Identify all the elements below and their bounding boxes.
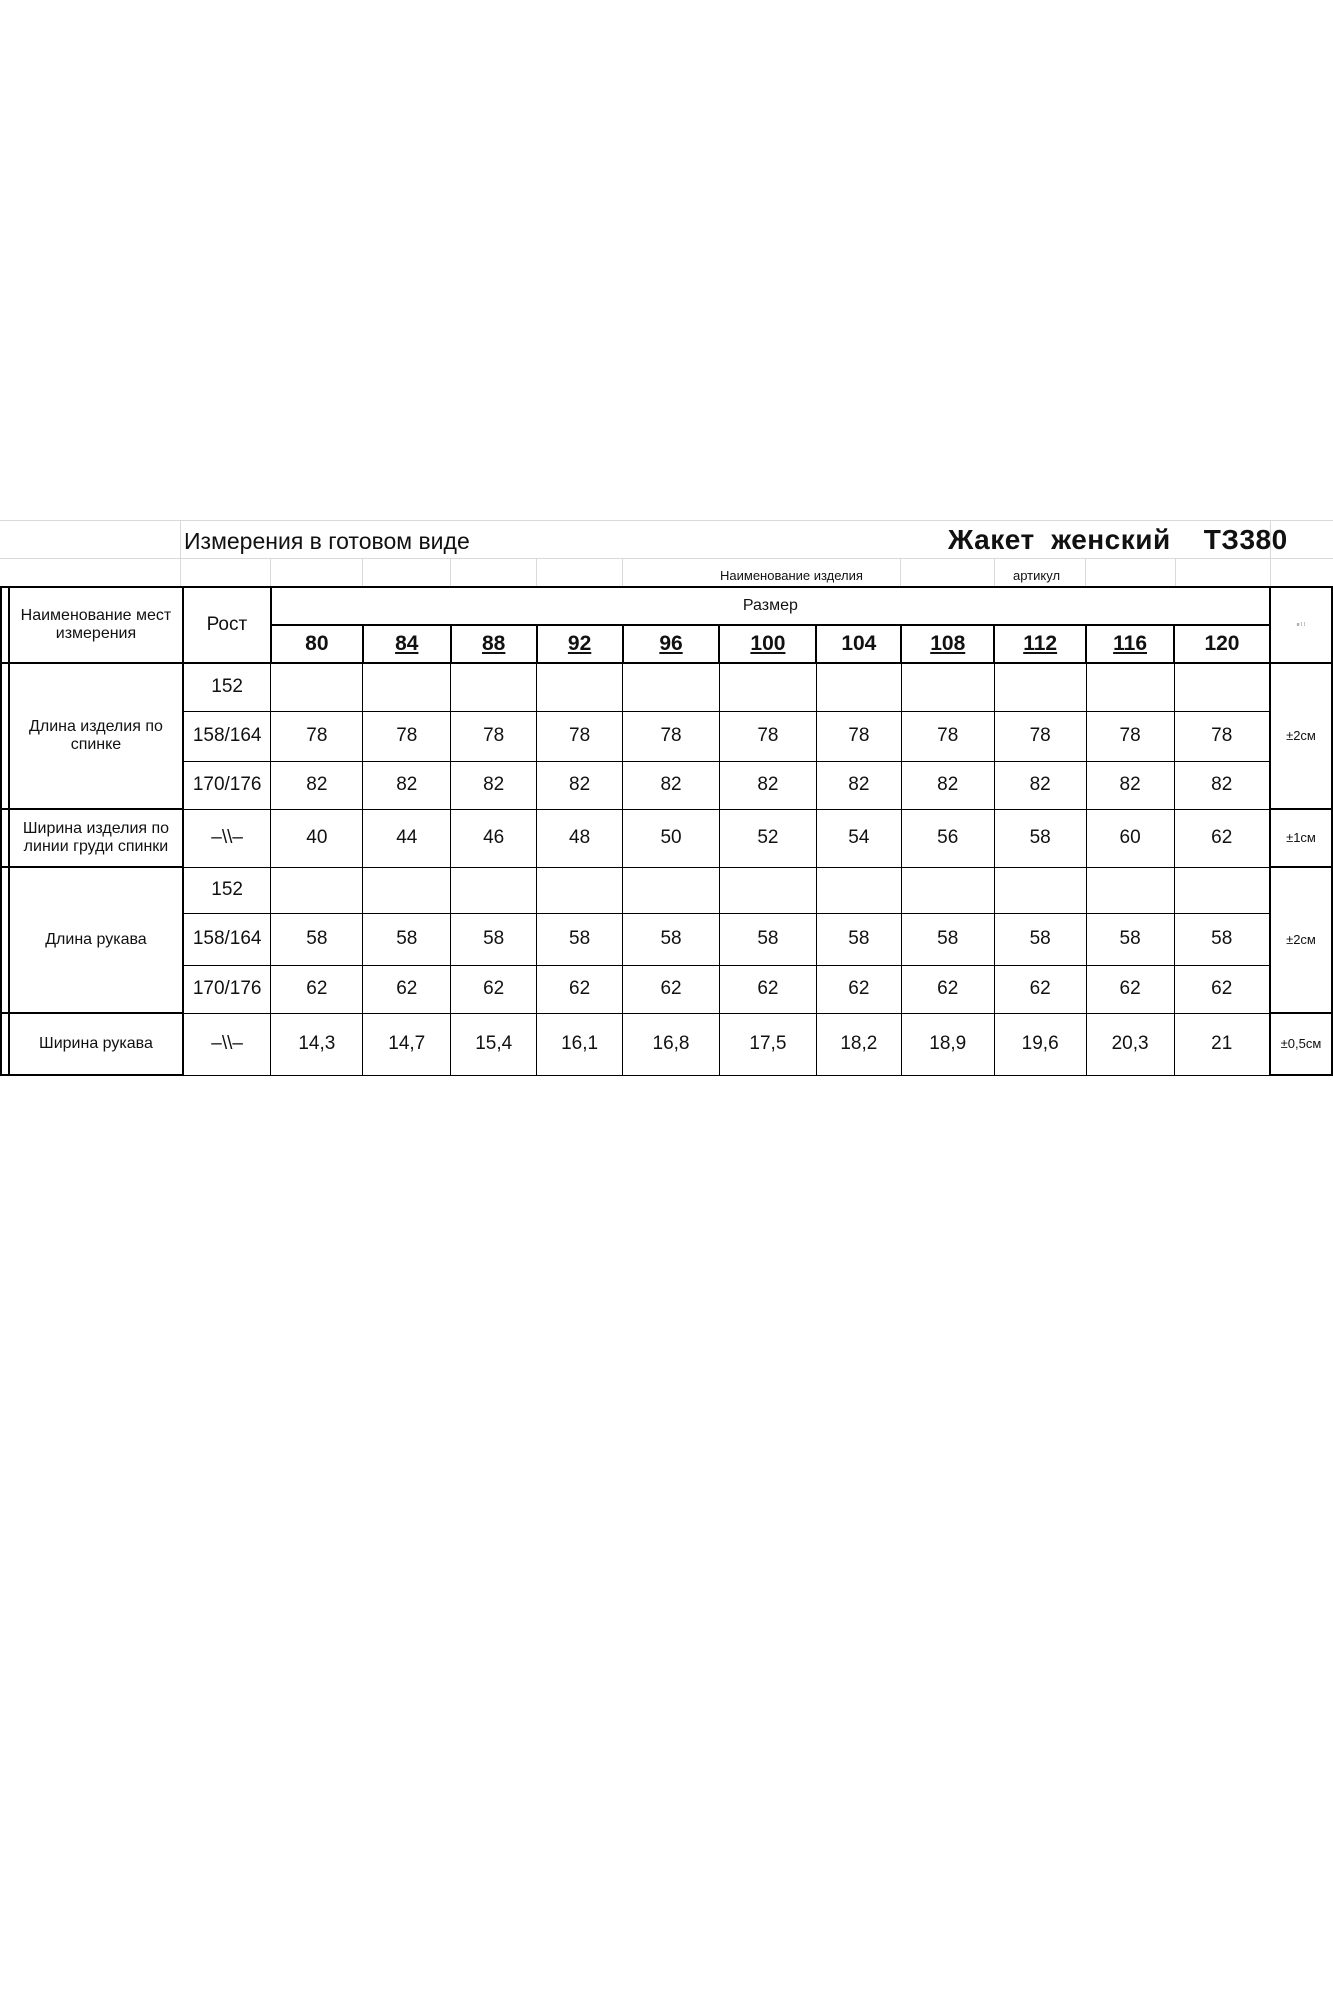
grid-line <box>622 558 623 586</box>
size-header-116 <box>1086 625 1174 663</box>
value-cell: 60 <box>1086 809 1174 867</box>
value-cell: 58 <box>901 913 994 965</box>
value-cell: 58 <box>994 809 1086 867</box>
value-cell <box>537 867 623 913</box>
value-cell: 58 <box>451 913 537 965</box>
article-caption: артикул <box>1013 568 1061 583</box>
value-cell: 62 <box>1174 965 1270 1013</box>
value-cell: 62 <box>901 965 994 1013</box>
value-cell <box>1086 867 1174 913</box>
left-margin-cell <box>1 1013 9 1075</box>
size-label: 104 <box>841 631 877 655</box>
grid-line <box>450 558 451 586</box>
document-title: Измерения в готовом виде <box>184 528 470 554</box>
value-cell: 58 <box>816 913 901 965</box>
value-cell: 14,3 <box>271 1013 363 1075</box>
value-cell: 62 <box>537 965 623 1013</box>
value-cell: 44 <box>363 809 451 867</box>
grid-line <box>536 558 537 586</box>
size-chart-sheet <box>0 520 1333 1080</box>
size-header-88 <box>451 625 537 663</box>
value-cell: 62 <box>451 965 537 1013</box>
grid-line <box>1175 558 1176 586</box>
value-cell: 58 <box>537 913 623 965</box>
value-cell <box>719 663 816 711</box>
value-cell: 58 <box>623 913 720 965</box>
measure-name: Длина рукава <box>9 867 183 1013</box>
value-cell: 62 <box>816 965 901 1013</box>
measure-column-header: Наименование мест измерения <box>9 587 183 663</box>
height-cell: 170/176 <box>183 965 271 1013</box>
value-cell: 14,7 <box>363 1013 451 1075</box>
value-cell: 78 <box>901 711 994 761</box>
table-row <box>1 761 1332 809</box>
tolerance-cell: ±1см <box>1270 809 1332 867</box>
size-label: 92 <box>567 631 592 655</box>
size-header-80 <box>271 625 363 663</box>
value-cell: 62 <box>363 965 451 1013</box>
value-cell <box>816 867 901 913</box>
measure-name: Ширина рукава <box>9 1013 183 1075</box>
size-header-84 <box>363 625 451 663</box>
value-cell: 16,8 <box>623 1013 720 1075</box>
grid-line <box>362 558 363 586</box>
value-cell <box>816 663 901 711</box>
size-label: 100 <box>750 631 786 655</box>
value-cell: 62 <box>623 965 720 1013</box>
measure-name: Длина изделия по спинке <box>9 663 183 809</box>
value-cell: 56 <box>901 809 994 867</box>
height-cell: –\\– <box>183 1013 271 1075</box>
product-name-caption: Наименование изделия <box>720 568 863 583</box>
value-cell: 48 <box>537 809 623 867</box>
value-cell: 82 <box>1174 761 1270 809</box>
table-row <box>1 867 1332 913</box>
height-cell: –\\– <box>183 809 271 867</box>
measure-name: Ширина изделия по линии груди спинки <box>9 809 183 867</box>
value-cell: 58 <box>1086 913 1174 965</box>
value-cell <box>994 867 1086 913</box>
value-cell: 82 <box>271 761 363 809</box>
size-label: 84 <box>395 631 419 655</box>
value-cell <box>451 663 537 711</box>
value-cell: 82 <box>451 761 537 809</box>
value-cell: 82 <box>901 761 994 809</box>
value-cell: 78 <box>994 711 1086 761</box>
value-cell <box>901 867 994 913</box>
table-row <box>1 1013 1332 1075</box>
table-row <box>1 809 1332 867</box>
size-label: 120 <box>1204 631 1240 655</box>
height-cell: 170/176 <box>183 761 271 809</box>
value-cell <box>537 663 623 711</box>
height-column-header: Рост <box>183 587 271 663</box>
product-title: Жакет женский ТЗ380 <box>948 524 1288 555</box>
left-margin-cell <box>1 663 9 809</box>
value-cell <box>1086 663 1174 711</box>
value-cell: 82 <box>994 761 1086 809</box>
size-header-108 <box>901 625 994 663</box>
value-cell: 78 <box>451 711 537 761</box>
size-table <box>0 586 1333 1076</box>
value-cell: 82 <box>719 761 816 809</box>
value-cell: 16,1 <box>537 1013 623 1075</box>
tolerance-cell: ±2см <box>1270 867 1332 1013</box>
tolerance-column-header: ≡ ⁞ ⁞ <box>1270 587 1332 663</box>
value-cell: 62 <box>271 965 363 1013</box>
value-cell: 62 <box>994 965 1086 1013</box>
value-cell <box>1174 663 1270 711</box>
size-header-96 <box>623 625 720 663</box>
height-cell: 158/164 <box>183 913 271 965</box>
value-cell <box>719 867 816 913</box>
value-cell: 58 <box>363 913 451 965</box>
height-cell: 158/164 <box>183 711 271 761</box>
value-cell <box>451 867 537 913</box>
value-cell: 50 <box>623 809 720 867</box>
value-cell: 82 <box>1086 761 1174 809</box>
value-cell: 46 <box>451 809 537 867</box>
value-cell <box>901 663 994 711</box>
grid-line <box>270 558 271 586</box>
size-header-100 <box>719 625 816 663</box>
value-cell: 78 <box>816 711 901 761</box>
size-label: 80 <box>305 631 329 655</box>
size-header-120 <box>1174 625 1270 663</box>
value-cell: 62 <box>1174 809 1270 867</box>
size-label: 96 <box>659 631 683 655</box>
value-cell: 20,3 <box>1086 1013 1174 1075</box>
value-cell <box>623 663 720 711</box>
size-label: 108 <box>930 631 966 655</box>
grid-line <box>180 520 181 586</box>
value-cell: 17,5 <box>719 1013 816 1075</box>
value-cell <box>1174 867 1270 913</box>
grid-line <box>0 520 1333 521</box>
table-row <box>1 663 1332 711</box>
table-row <box>1 913 1332 965</box>
value-cell: 58 <box>271 913 363 965</box>
size-header-104 <box>816 625 901 663</box>
value-cell: 18,2 <box>816 1013 901 1075</box>
grid-line <box>0 558 1333 559</box>
value-cell: 82 <box>623 761 720 809</box>
height-cell: 152 <box>183 663 271 711</box>
value-cell: 78 <box>271 711 363 761</box>
value-cell: 78 <box>1086 711 1174 761</box>
left-margin-cell <box>1 587 9 663</box>
grid-line <box>994 558 995 586</box>
value-cell: 82 <box>537 761 623 809</box>
value-cell <box>271 663 363 711</box>
value-cell <box>363 663 451 711</box>
value-cell: 58 <box>719 913 816 965</box>
size-header-92 <box>537 625 623 663</box>
value-cell: 21 <box>1174 1013 1270 1075</box>
value-cell <box>363 867 451 913</box>
left-margin-cell <box>1 867 9 1013</box>
grid-line <box>900 558 901 586</box>
value-cell: 54 <box>816 809 901 867</box>
value-cell: 78 <box>363 711 451 761</box>
size-label: 88 <box>482 631 506 655</box>
size-group-header: Размер <box>271 587 1270 625</box>
value-cell: 62 <box>1086 965 1174 1013</box>
value-cell: 82 <box>816 761 901 809</box>
value-cell: 58 <box>1174 913 1270 965</box>
value-cell: 78 <box>623 711 720 761</box>
value-cell: 52 <box>719 809 816 867</box>
table-row <box>1 965 1332 1013</box>
value-cell: 18,9 <box>901 1013 994 1075</box>
value-cell: 15,4 <box>451 1013 537 1075</box>
size-label: 112 <box>1023 631 1058 655</box>
tolerance-cell: ±0,5см <box>1270 1013 1332 1075</box>
grid-line <box>1085 558 1086 586</box>
table-row <box>1 711 1332 761</box>
size-label: 116 <box>1113 631 1148 655</box>
left-margin-cell <box>1 809 9 867</box>
value-cell: 40 <box>271 809 363 867</box>
value-cell: 58 <box>994 913 1086 965</box>
value-cell <box>623 867 720 913</box>
value-cell: 82 <box>363 761 451 809</box>
value-cell: 78 <box>537 711 623 761</box>
value-cell: 19,6 <box>994 1013 1086 1075</box>
value-cell: 78 <box>1174 711 1270 761</box>
height-cell: 152 <box>183 867 271 913</box>
value-cell <box>994 663 1086 711</box>
value-cell: 62 <box>719 965 816 1013</box>
tolerance-cell: ±2см <box>1270 663 1332 809</box>
value-cell: 78 <box>719 711 816 761</box>
size-header-112 <box>994 625 1086 663</box>
value-cell <box>271 867 363 913</box>
